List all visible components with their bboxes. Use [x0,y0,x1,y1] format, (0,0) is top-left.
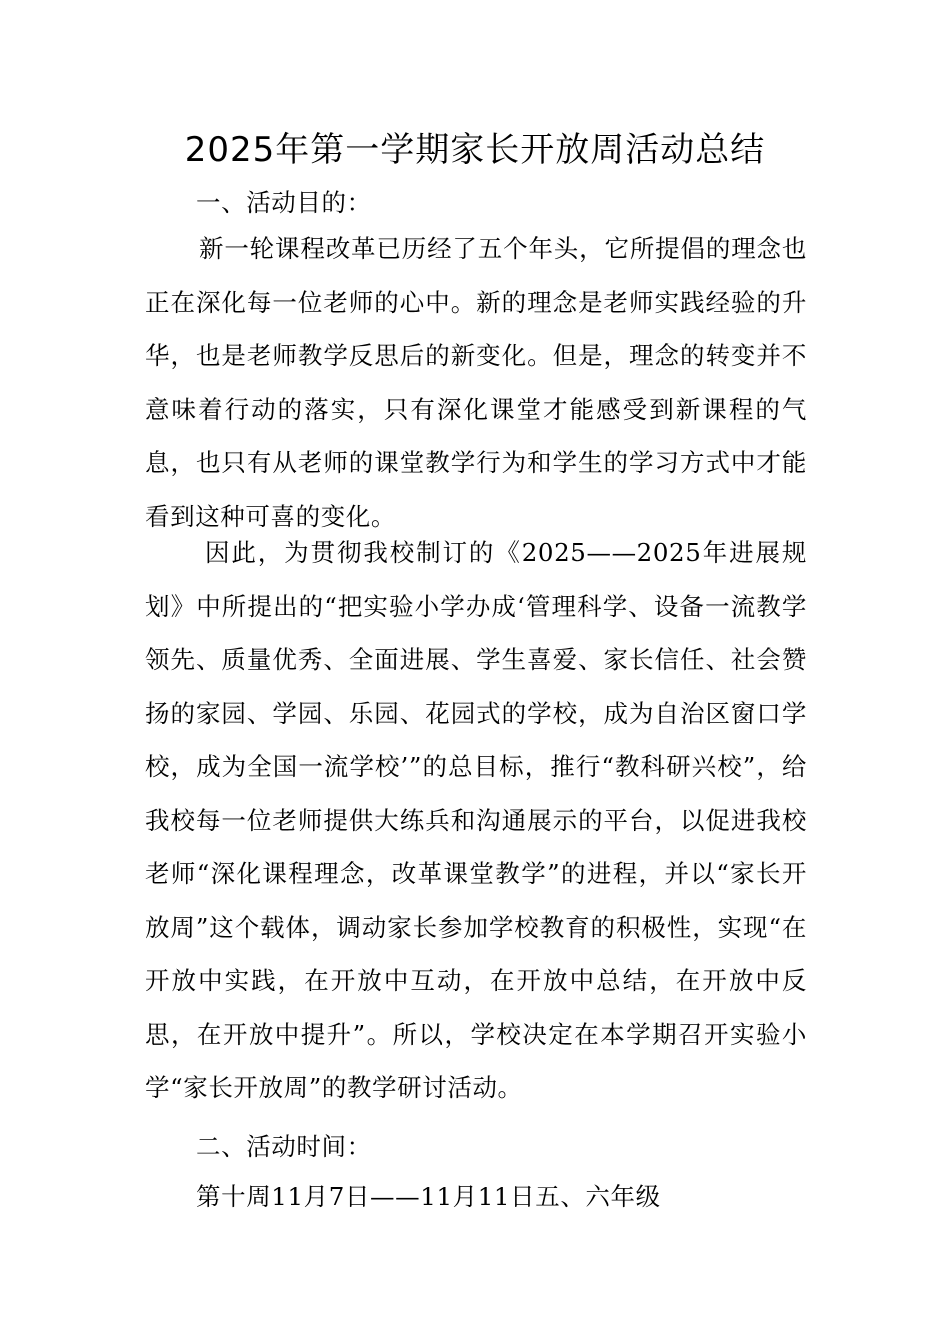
paragraph-purpose-1: 新一轮课程改革已历经了五个年头，它所提倡的理念也正在深化每一位老师的心中。新的理念是老师实践经验的升华，也是老师教学反思后的新变化。但是，理念的转变并不意味着行动的落实，只有深化课堂才能感受到新课程的气息，也只有从老师的课堂教学行为和学生的学习方式中才能看到这种可喜的变化。 [145,234,807,531]
section-heading-time: 二、活动时间： [196,1132,372,1161]
section-heading-purpose: 一、活动目的： [196,188,372,217]
paragraph-time: 第十周11月7日——11月11日五、六年级 [196,1182,661,1211]
paragraph-purpose-2: 因此，为贯彻我校制订的《2025——2025年进展规划》中所提出的“把实验小学办成‘管理科学、设备一流教学领先、质量优秀、全面进展、学生喜爱、家长信任、社会赞扬的家园、学园、乐园、花园式的学校，成为自治区窗口学校，成为全国一流学校’”的总目标，推行“教科研兴校”，给我校每一位老师提供大练兵和沟通展示的平台，以促进我校老师“深化课程理念，改革课堂教学”的进程，并以“家长开放周”这个载体，调动家长参加学校教育的积极性，实现“在开放中实践，在开放中互动，在开放中总结，在开放中反思，在开放中提升”。所以，学校决定在本学期召开实验小学“家长开放周”的教学研讨活动。 [145,538,807,1102]
document-title: 2025年第一学期家长开放周活动总结 [184,130,766,170]
